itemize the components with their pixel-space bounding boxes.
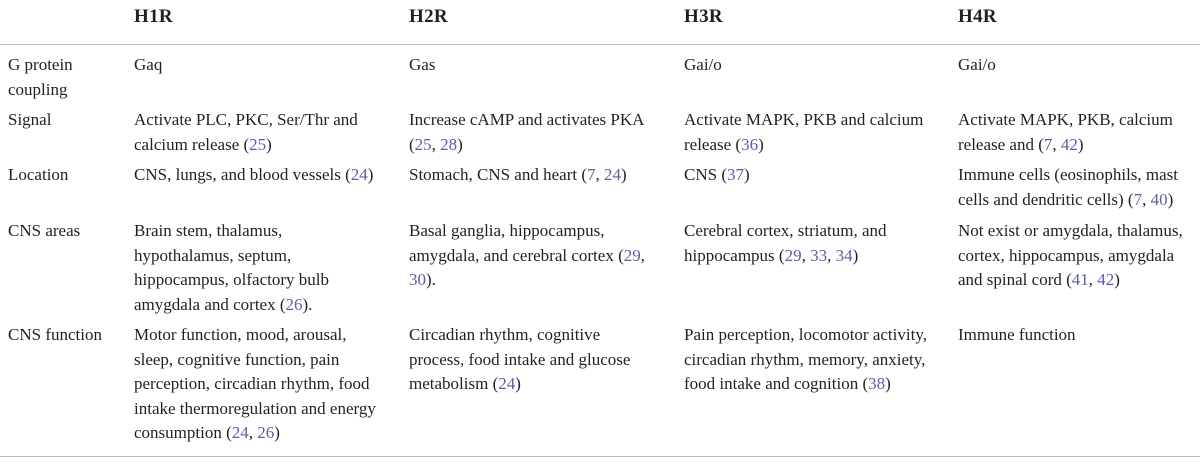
- cell-h3r: [684, 163, 934, 188]
- cell-text-end: ): [1114, 270, 1120, 289]
- cell-h4r: [958, 108, 1193, 157]
- ref-separator: ,: [640, 245, 645, 265]
- cell-h1r: [134, 163, 384, 188]
- reference-link[interactable]: 40: [1150, 189, 1168, 209]
- cell-text: Circadian rhythm, cognitive process, food intake and glucose metabolism (: [409, 325, 631, 393]
- cell-text: Immune cells (eosinophils, mast cells and dendritic cells) (: [958, 165, 1179, 209]
- cell-text-end: ): [457, 134, 463, 154]
- cell-text: Pain perception, locomotor activity, circadian rhythm, memory, anxiety, food intake and cognition (: [684, 325, 927, 393]
- reference-link[interactable]: 33: [810, 245, 828, 265]
- cell-h3r: Gai/o: [684, 55, 722, 74]
- reference-link[interactable]: 24: [498, 374, 516, 393]
- cell-h1r: [134, 219, 384, 317]
- header-h3r: H3R: [684, 6, 723, 27]
- row-label: CNS function: [8, 325, 102, 344]
- cell-text-end: ): [1077, 134, 1084, 154]
- cell-h3r: [684, 108, 934, 157]
- table-header-row: [0, 0, 1200, 45]
- cell-text: CNS, lungs, and blood vessels (: [134, 165, 351, 184]
- row-label: G protein coupling: [8, 55, 73, 99]
- reference-link[interactable]: 36: [741, 134, 759, 154]
- cell-h3r: [684, 323, 934, 397]
- reference-link[interactable]: 7: [587, 165, 596, 184]
- reference-link[interactable]: 25: [249, 134, 267, 154]
- row-label: CNS areas: [8, 221, 81, 240]
- reference-link[interactable]: 34: [835, 245, 853, 265]
- ref-separator: ,: [1088, 270, 1098, 289]
- reference-link[interactable]: 7: [1043, 134, 1053, 154]
- cell-text-end: ): [266, 134, 272, 154]
- cell-text: Cerebral cortex, striatum, and hippocampus (: [684, 221, 887, 265]
- reference-link[interactable]: 25: [414, 134, 432, 154]
- cell-h4r: Immune function: [958, 325, 1076, 344]
- row-label: Signal: [8, 110, 52, 129]
- reference-link[interactable]: 24: [231, 423, 249, 442]
- ref-separator: ,: [248, 423, 258, 442]
- cell-h2r: [409, 108, 659, 157]
- cell-text: Increase cAMP and activates PKA (: [409, 110, 644, 154]
- cell-text: Stomach, CNS and heart (: [409, 165, 587, 184]
- cell-h4r: Gai/o: [958, 55, 996, 74]
- reference-link[interactable]: 24: [350, 165, 368, 184]
- table-bottom-rule: [0, 456, 1200, 457]
- reference-link[interactable]: 24: [604, 165, 621, 184]
- cell-text: Motor function, mood, arousal, sleep, cognitive function, pain perception, circadian rhythm, food intake thermoregulation and energy consumption (: [134, 325, 376, 442]
- ref-separator: ,: [1052, 134, 1061, 154]
- reference-link[interactable]: 30: [409, 270, 426, 289]
- cell-text: Activate PLC, PKC, Ser/Thr and calcium release (: [134, 110, 358, 154]
- cell-h1r: [134, 108, 384, 157]
- reference-link[interactable]: 42: [1097, 270, 1115, 289]
- cell-text-end: ).: [302, 294, 313, 314]
- ref-separator: ,: [595, 165, 604, 184]
- cell-text-end: ).: [426, 270, 436, 289]
- cell-text-end: ): [515, 374, 521, 393]
- cell-h1r: Gaq: [134, 55, 163, 74]
- cell-text: Activate MAPK, PKB, calcium release and (: [958, 110, 1173, 154]
- cell-text-end: ): [885, 374, 891, 393]
- cell-text-end: ): [852, 245, 859, 265]
- ref-separator: ,: [1142, 189, 1151, 209]
- reference-link[interactable]: 38: [868, 374, 886, 393]
- cell-text: CNS (: [684, 165, 727, 184]
- ref-separator: ,: [827, 245, 836, 265]
- cell-text: Basal ganglia, hippocampus, amygdala, and cerebral cortex (: [409, 221, 624, 265]
- header-h2r: H2R: [409, 6, 448, 27]
- cell-text: Not exist or amygdala, thalamus, cortex, hippocampus, amygdala and spinal cord (: [958, 221, 1183, 289]
- reference-link[interactable]: 29: [623, 245, 641, 265]
- cell-text-end: ): [367, 165, 374, 184]
- reference-link[interactable]: 28: [440, 134, 458, 154]
- cell-text-end: ): [1167, 189, 1174, 209]
- cell-h4r: [958, 163, 1193, 212]
- reference-link[interactable]: 7: [1133, 189, 1143, 209]
- reference-link[interactable]: 37: [726, 165, 744, 184]
- cell-h2r: [409, 219, 659, 293]
- cell-h1r: [134, 323, 384, 446]
- cell-text-end: ): [758, 134, 764, 154]
- ref-separator: ,: [431, 134, 441, 154]
- cell-h2r: [409, 323, 659, 397]
- cell-text-end: ): [621, 165, 627, 184]
- cell-text: Activate MAPK, PKB and calcium release (: [684, 110, 924, 154]
- cell-text: Brain stem, thalamus, hypothalamus, septum, hippocampus, olfactory bulb amygdala and cortex (: [134, 221, 329, 314]
- cell-text-end: ): [274, 423, 280, 442]
- header-h4r: H4R: [958, 6, 997, 27]
- reference-link[interactable]: 26: [257, 423, 275, 442]
- ref-separator: ,: [801, 245, 811, 265]
- cell-h2r: [409, 163, 659, 188]
- reference-link[interactable]: 29: [784, 245, 802, 265]
- reference-link[interactable]: 26: [285, 294, 303, 314]
- row-label: Location: [8, 165, 69, 184]
- cell-text-end: ): [743, 165, 750, 184]
- reference-link[interactable]: 41: [1071, 270, 1089, 289]
- cell-h4r: [958, 219, 1193, 293]
- cell-h2r: Gas: [409, 55, 436, 74]
- header-h1r: H1R: [134, 6, 173, 27]
- cell-h3r: [684, 219, 934, 268]
- reference-link[interactable]: 42: [1060, 134, 1078, 154]
